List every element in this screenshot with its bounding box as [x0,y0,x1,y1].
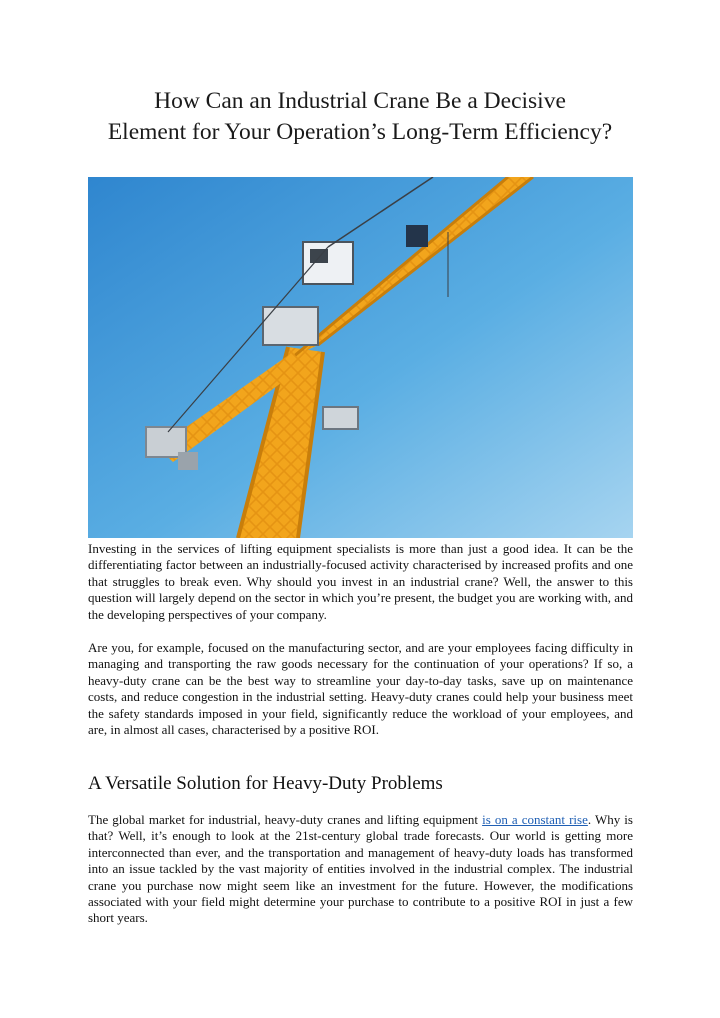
paragraph-3-text-start: The global market for industrial, heavy-duty cranes and lifting equipment [88,812,483,827]
title-line-2: Element for Your Operation’s Long-Term Efficiency? [107,119,613,145]
paragraph-1: Investing in the services of lifting equipment specialists is more than just a good idea. It can be the differentiating factor between an industrially-focused activity characterised by increased profits and one that struggles to break even. Why should you invest in an industrial crane? Well, the answer to this question will largely depend on the sector in which you’re present, the budget you are working with, and the developing perspectives of your company. [88,541,633,622]
article-title [80,86,640,148]
paragraph-2: Are you, for example, focused on the manufacturing sector, and are your employees facing difficulty in managing and transporting the raw goods necessary for the continuation of your operations? If so, a heavy-duty crane can be the best way to streamline your day-to-day tasks, save up on maintenance costs, and reduce congestion in the industrial setting. Heavy-duty cranes could help your business meet the safety standards imposed in your field, significantly reduce the workload of your employees, and are, in almost all cases, characterised by a positive ROI. [88,640,633,738]
paragraph-3 [88,812,633,927]
section-heading: A Versatile Solution for Heavy-Duty Problems [88,773,443,794]
title-line-1: How Can an Industrial Crane Be a Decisive [154,88,566,114]
paragraph-3-text-end: . Why is that? Well, it’s enough to look at the 21st-century global trade forecasts. Our world is getting more interconnected than ever, and the transportation and management of heavy-duty loads has transformed into an issue tackled by the vast majority of entities involved in the industrial complex. The industrial crane you purchase now might seem like an investment for the future. However, the modifications associated with your field might determine your purchase to contribute to a positive ROI in just a few short years. [88,812,633,926]
crane-photo [88,177,633,538]
market-rise-link[interactable]: is on a constant rise [482,812,588,827]
